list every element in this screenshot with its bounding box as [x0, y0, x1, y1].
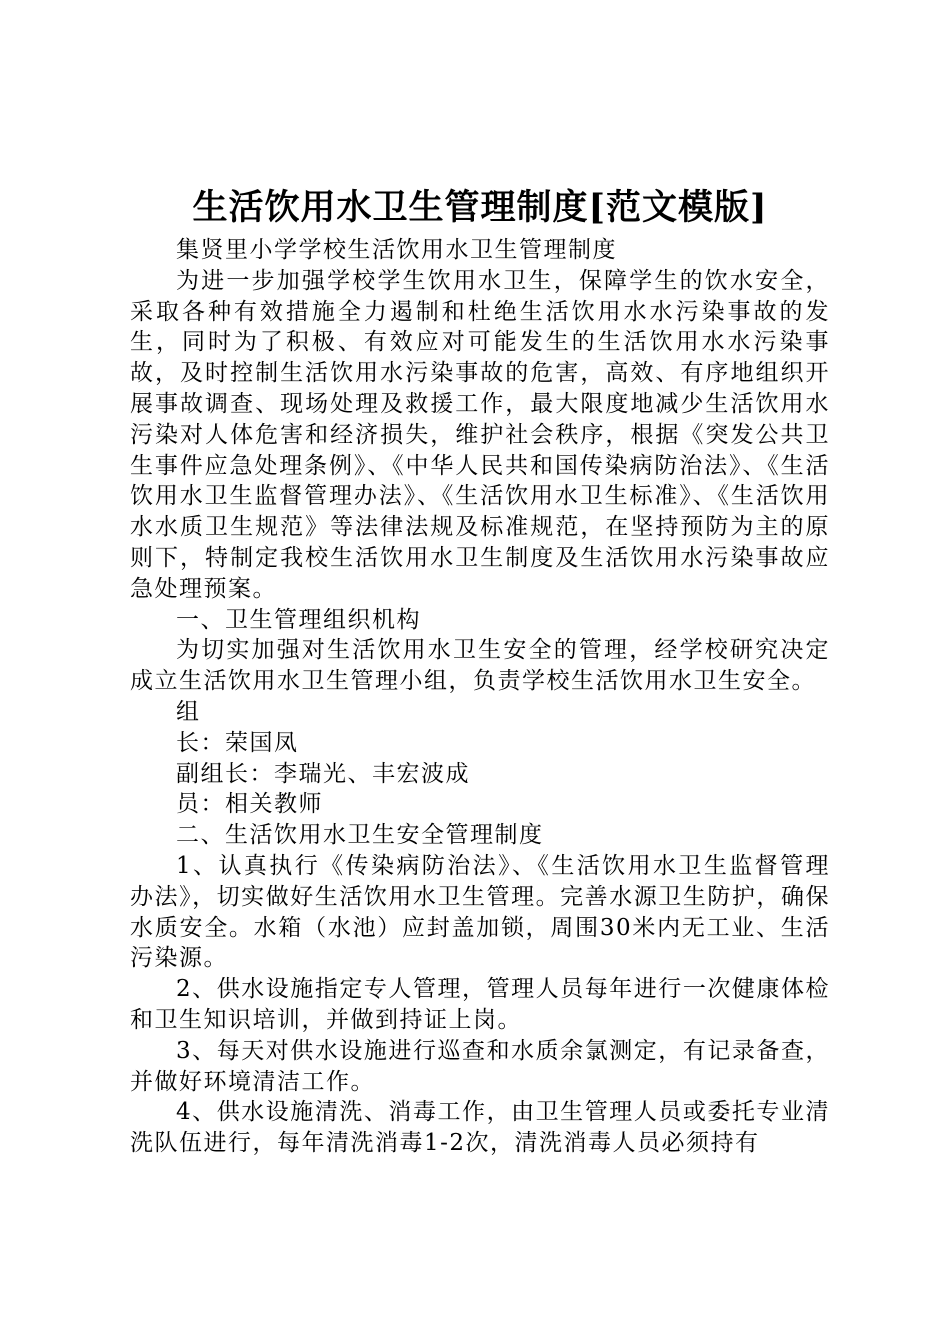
- document-page: [130, 183, 830, 1159]
- section-heading-organization: 一、卫生管理组织机构: [176, 606, 421, 633]
- member-line: 员：相关教师: [176, 791, 323, 818]
- rule-item: 1、认真执行《传染病防治法》、《生活饮用水卫生监督管理办法》，切实做好生活饮用水卫生管理。完善水源卫生防护，确保水质安全。水箱（水池）应封盖加锁，周围30米内无工业、生活污染源。: [130, 852, 830, 972]
- member-line: 组: [176, 698, 201, 725]
- document-subtitle: 集贤里小学学校生活饮用水卫生管理制度: [176, 237, 617, 263]
- document-title: 生活饮用水卫生管理制度[范文模版]: [192, 187, 768, 228]
- rule-item: 4、供水设施清洗、消毒工作，由卫生管理人员或委托专业清洗队伍进行，每年清洗消毒1-2次，清洗消毒人员必须持有: [130, 1099, 830, 1157]
- member-line: 长：荣国凤: [176, 729, 299, 756]
- intro-paragraph: 为进一步加强学校学生饮用水卫生，保障学生的饮水安全，采取各种有效措施全力遏制和杜绝生活饮用水水污染事故的发生，同时为了积极、有效应对可能发生的生活饮用水水污染事故，及时控制生活饮用水污染事故的危害，高效、有序地组织开展事故调查、现场处理及救援工作，最大限度地减少生活饮用水污染对人体危害和经济损失，维护社会秩序，根据《突发公共卫生事件应急处理条例》、《中华人民共和国传染病防治法》、《生活饮用水卫生监督管理办法》、《生活饮用水卫生标准》、《生活饮用水水质卫生规范》等法律法规及标准规范，在坚持预防为主的原则下，特制定我校生活饮用水卫生制度及生活饮用水污染事故应急处理预案。: [130, 267, 830, 602]
- rule-item: 3、每天对供水设施进行巡查和水质余氯测定，有记录备查，并做好环境清洁工作。: [130, 1037, 830, 1095]
- organization-paragraph: 为切实加强对生活饮用水卫生安全的管理，经学校研究决定成立生活饮用水卫生管理小组，负责学校生活饮用水卫生安全。: [130, 637, 830, 695]
- rule-item: 2、供水设施指定专人管理，管理人员每年进行一次健康体检和卫生知识培训，并做到持证上岗。: [130, 976, 830, 1033]
- section-heading-rules: 二、生活饮用水卫生安全管理制度: [176, 822, 544, 849]
- member-line: 副组长：李瑞光、丰宏波成: [176, 760, 470, 787]
